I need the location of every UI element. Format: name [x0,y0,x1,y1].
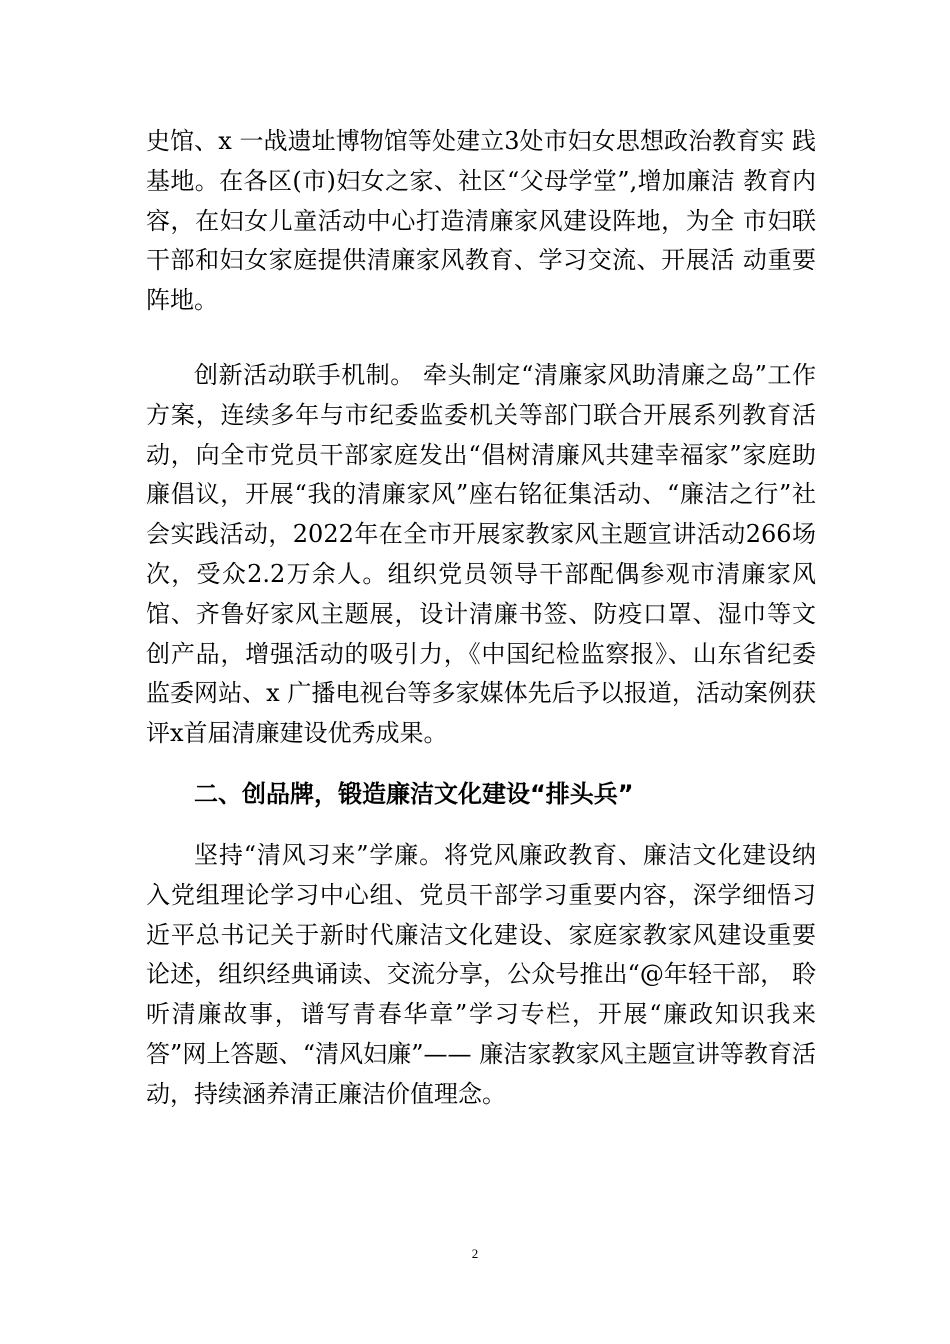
paragraph-body-study-integrity: 将党风廉政教育、廉洁文化建设纳入党组理论学习中心组、党员干部学习重要内容，深学细悟习近平总书记关于新时代廉洁文化建设、家庭家教家风建设重要论述，组织经典诵读、交流分享，公众号推出“@年轻干部， 聆听清廉故事，谱写青春华章”学习专栏，开展“廉政知识我来 答”网上答题、“清风妇廉”—— 廉洁家教家风主题宣讲等教育活 动，持续涵养清正廉洁价值理念。 [146,840,816,1108]
section-heading-brand: 二、创品牌，锻造廉洁文化建设“排头兵” [194,779,634,808]
document-body [146,122,816,1115]
paragraph-body-joint-mechanism: 牵头制定“清廉家风助清廉之岛”工作方案，连续多年与市纪委监委机关等部门联合开展系列教育活动，向全市党员干部家庭发出“倡树清廉风共建幸福家”家庭助廉倡议，开展“我的清廉家风”座右铭征集活动、“廉洁之行”社会实践活动，2022年在全市开展家教家风主题宣讲活动266场次，受众2.2万余人。组织党员领导干部配偶参观市清廉家风馆、齐鲁好家风主题展，设计清廉书签、防疫口罩、湿巾等文创产品，增强活动的吸引力，《中国纪检监察报》、山东省纪委监委网站、x 广播电视台等多家媒体先后予以报道，活动案例获评x首届清廉建设优秀成果。 [146,360,817,748]
paragraph-joint-mechanism [146,356,816,754]
paragraph-spacer [146,814,816,836]
paragraph-study-integrity [146,836,816,1115]
paragraph-lead-joint-mechanism: 创新活动联手机制。 [194,360,415,389]
paragraph-education-bases: 史馆、x 一战遗址博物馆等处建立3处市妇女思想政治教育实 践基地。在各区(市)妇女之家、社区“父母学堂”,增加廉洁 教育内容，在妇女儿童活动中心打造清廉家风建设阵地，为全 市妇联干部和妇女家庭提供清廉家风教育、学习交流、开展活 动重要阵地。 [146,127,816,315]
paragraph-lead-study-integrity: 坚持“清风习来”学廉。 [194,840,444,869]
page-number: 2 [471,1246,479,1261]
paragraph-spacer [146,321,816,356]
